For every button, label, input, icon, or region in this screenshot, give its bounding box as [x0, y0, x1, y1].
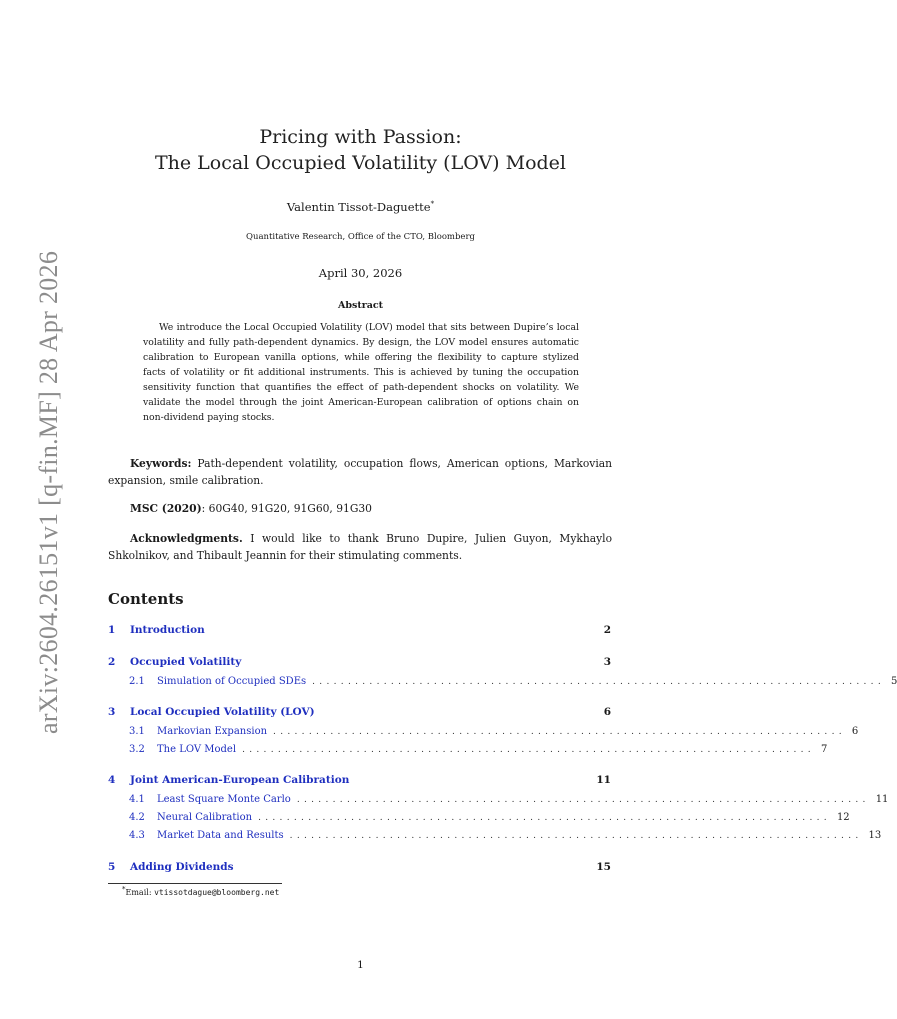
toc-subsection-title: Least Square Monte Carlo: [157, 794, 291, 805]
toc-section-number: 4: [108, 774, 116, 786]
toc-subsection-link[interactable]: [129, 676, 306, 687]
toc-section[interactable]: [108, 624, 611, 640]
toc-section-link[interactable]: [108, 706, 315, 718]
author-footnote-mark[interactable]: *: [430, 200, 435, 209]
footnote-mark: *: [122, 885, 126, 894]
toc-subsection-title: Simulation of Occupied SDEs: [157, 676, 307, 687]
toc-subsection-page: 13: [868, 830, 882, 841]
toc-subsection[interactable]: [129, 830, 882, 846]
toc-section-page: 2: [603, 624, 611, 636]
toc-leader-dots: ................................................................................: [258, 813, 831, 823]
toc-subsection-page: 7: [820, 744, 828, 755]
toc-section-number: 1: [108, 624, 116, 636]
toc-subsection[interactable]: [129, 744, 828, 760]
toc-subsection-page: 6: [851, 726, 859, 737]
date: April 30, 2026: [318, 266, 403, 280]
toc-leader-dots: ................................................................................: [296, 795, 870, 805]
toc-section[interactable]: [108, 861, 611, 877]
toc-section-page: 11: [596, 774, 611, 786]
msc: [108, 500, 612, 517]
toc-subsection-title: The LOV Model: [157, 744, 237, 755]
acknowledgments: [108, 530, 612, 564]
toc-section-title: Introduction: [130, 624, 205, 636]
toc-section-link[interactable]: [108, 861, 234, 873]
toc-subsection-number: 4.2: [129, 812, 145, 823]
toc-subsection-number: 4.1: [129, 794, 145, 805]
toc-section[interactable]: [108, 656, 611, 672]
acknowledgments-text: I would like to thank Bruno Dupire, Julien Guyon, Mykhaylo Shkolnikov, and Thibault Jeannin for their stimulating comments.: [108, 532, 612, 562]
toc-subsection-title: Markovian Expansion: [157, 726, 268, 737]
page-number: 1: [357, 959, 364, 971]
toc-subsection-number: 2.1: [129, 676, 145, 687]
keywords-label: Keywords:: [130, 457, 192, 470]
toc-section[interactable]: [108, 706, 611, 722]
toc-section-number: 2: [108, 656, 116, 668]
footnote-label: Email:: [125, 888, 155, 897]
toc-section-page: 6: [603, 706, 611, 718]
toc-section-link[interactable]: [108, 656, 241, 668]
toc-subsection[interactable]: [129, 812, 850, 828]
toc-subsection-number: 4.3: [129, 830, 145, 841]
toc-subsection-title: Neural Calibration: [157, 812, 253, 823]
toc-subsection-page: 11: [875, 794, 889, 805]
toc-section-title: Joint American-European Calibration: [130, 774, 350, 786]
toc-subsection[interactable]: [129, 794, 889, 810]
acknowledgments-label: Acknowledgments.: [130, 532, 243, 545]
toc-section-link[interactable]: [108, 624, 205, 636]
toc-section-page: 15: [596, 861, 611, 873]
footnote: [122, 885, 280, 897]
toc-section-number: 3: [108, 706, 116, 718]
toc-subsection-number: 3.1: [129, 726, 145, 737]
toc-subsection-link[interactable]: [129, 726, 267, 737]
abstract-heading: Abstract: [337, 300, 384, 311]
toc-subsection-link[interactable]: [129, 812, 252, 823]
toc-subsection-link[interactable]: [129, 830, 284, 841]
msc-text: : 60G40, 91G20, 91G60, 91G30: [201, 502, 372, 515]
toc-subsection-link[interactable]: [129, 794, 291, 805]
toc-section-number: 5: [108, 861, 116, 873]
toc-subsection-page: 12: [836, 812, 850, 823]
msc-label: MSC (2020): [130, 502, 202, 515]
contents-heading: Contents: [108, 590, 184, 608]
toc-section-title: Local Occupied Volatility (LOV): [130, 706, 315, 718]
paper-title: [0, 124, 721, 176]
author: [0, 200, 721, 214]
toc-subsection-number: 3.2: [129, 744, 145, 755]
toc-leader-dots: ................................................................................: [242, 745, 815, 755]
toc-section-link[interactable]: [108, 774, 349, 786]
footnote-rule: [108, 883, 282, 884]
toc-subsection-title: Market Data and Results: [157, 830, 284, 841]
keywords-text: Path-dependent volatility, occupation flows, American options, Markovian expansion, smile calibration.: [108, 457, 612, 487]
toc-section-page: 3: [603, 656, 611, 668]
toc-subsection-link[interactable]: [129, 744, 236, 755]
affiliation: Quantitative Research, Office of the CTO, Bloomberg: [246, 232, 475, 242]
title-line-1: Pricing with Passion:: [259, 126, 462, 148]
toc-section-title: Adding Dividends: [130, 861, 234, 873]
toc-leader-dots: ................................................................................: [312, 677, 886, 687]
toc-subsection[interactable]: [129, 726, 859, 742]
toc-leader-dots: ................................................................................: [273, 727, 846, 737]
footnote-email[interactable]: vtissotdague@bloomberg.net: [154, 888, 280, 897]
toc-section-title: Occupied Volatility: [130, 656, 242, 668]
author-name: Valentin Tissot-Daguette: [286, 200, 431, 214]
keywords: [108, 455, 612, 489]
title-line-2: The Local Occupied Volatility (LOV) Model: [154, 152, 567, 174]
toc-subsection-page: 5: [891, 676, 897, 687]
toc-leader-dots: ................................................................................: [289, 831, 863, 841]
toc-section[interactable]: [108, 774, 611, 790]
arxiv-sidebar-stamp: arXiv:2604.26151v1 [q-fin.MF] 28 Apr 2026: [34, 250, 63, 734]
toc-subsection[interactable]: [129, 676, 897, 692]
abstract-text: We introduce the Local Occupied Volatility (LOV) model that sits between Dupire’s local volatility and fully path-dependent dynamics. By design, the LOV model ensures automatic calibration to European vanilla options, while offering the flexibility to capture stylized facts of volatility or fit additional instruments. This is achieved by tuning the occupation sensitivity function that quantifies the effect of path-dependent shocks on volatility. We validate the model through the joint American-European calibration of options chain on non-dividend paying stocks.: [143, 322, 579, 423]
